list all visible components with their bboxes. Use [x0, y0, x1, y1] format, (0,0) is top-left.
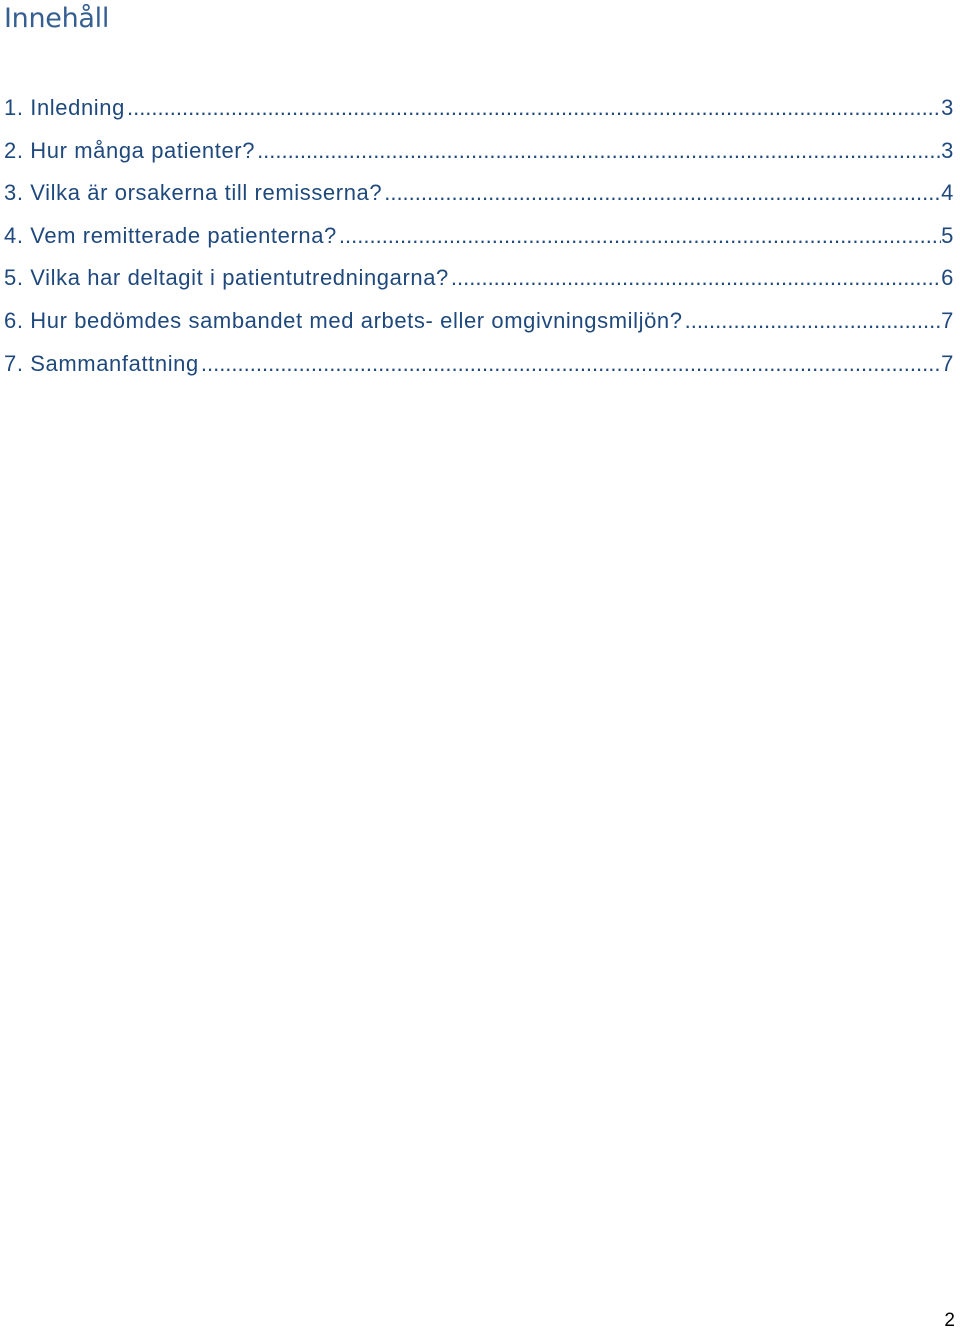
toc-entry-text: 3. Vilka är orsakerna till remisserna? [4, 180, 383, 206]
toc-dot-leader [683, 300, 942, 343]
toc-entry-3[interactable] [4, 172, 954, 215]
toc-dot-leader [199, 343, 941, 386]
toc-entry-page: 4 [941, 180, 954, 206]
toc-entry-page: 3 [941, 137, 954, 163]
toc-entry-7[interactable] [4, 343, 954, 386]
toc-entry-text: 7. Sammanfattning [4, 350, 199, 376]
toc-entry-page: 7 [941, 307, 954, 333]
toc-dot-leader [125, 87, 941, 130]
toc-entry-text: 2. Hur många patienter? [4, 137, 256, 163]
toc-entry-1[interactable] [4, 87, 954, 130]
toc-entry-page: 6 [941, 265, 954, 291]
toc-dot-leader [449, 257, 941, 300]
toc-entry-text: 5. Vilka har deltagit i patientutredningarna? [4, 265, 449, 291]
toc-entry-page: 3 [941, 95, 954, 120]
toc-entry-page: 5 [941, 222, 954, 248]
toc-entry-5[interactable] [4, 257, 954, 300]
toc-entry-2[interactable] [4, 130, 954, 173]
toc-entry-text: 6. Hur bedömdes sambandet med arbets- eller omgivningsmiljön? [4, 307, 683, 333]
toc-entry-text: 1. Inledning [4, 95, 125, 120]
table-of-contents [4, 87, 954, 385]
toc-dot-leader [382, 172, 941, 215]
page-number: 2 [944, 1310, 955, 1331]
toc-entry-text: 4. Vem remitterade patienterna? [4, 222, 337, 248]
toc-heading: Innehåll [4, 3, 110, 34]
toc-dot-leader [337, 215, 941, 258]
toc-entry-page: 7 [941, 350, 954, 376]
toc-dot-leader [255, 130, 941, 173]
toc-entry-4[interactable] [4, 215, 954, 258]
toc-entry-6[interactable] [4, 300, 954, 343]
